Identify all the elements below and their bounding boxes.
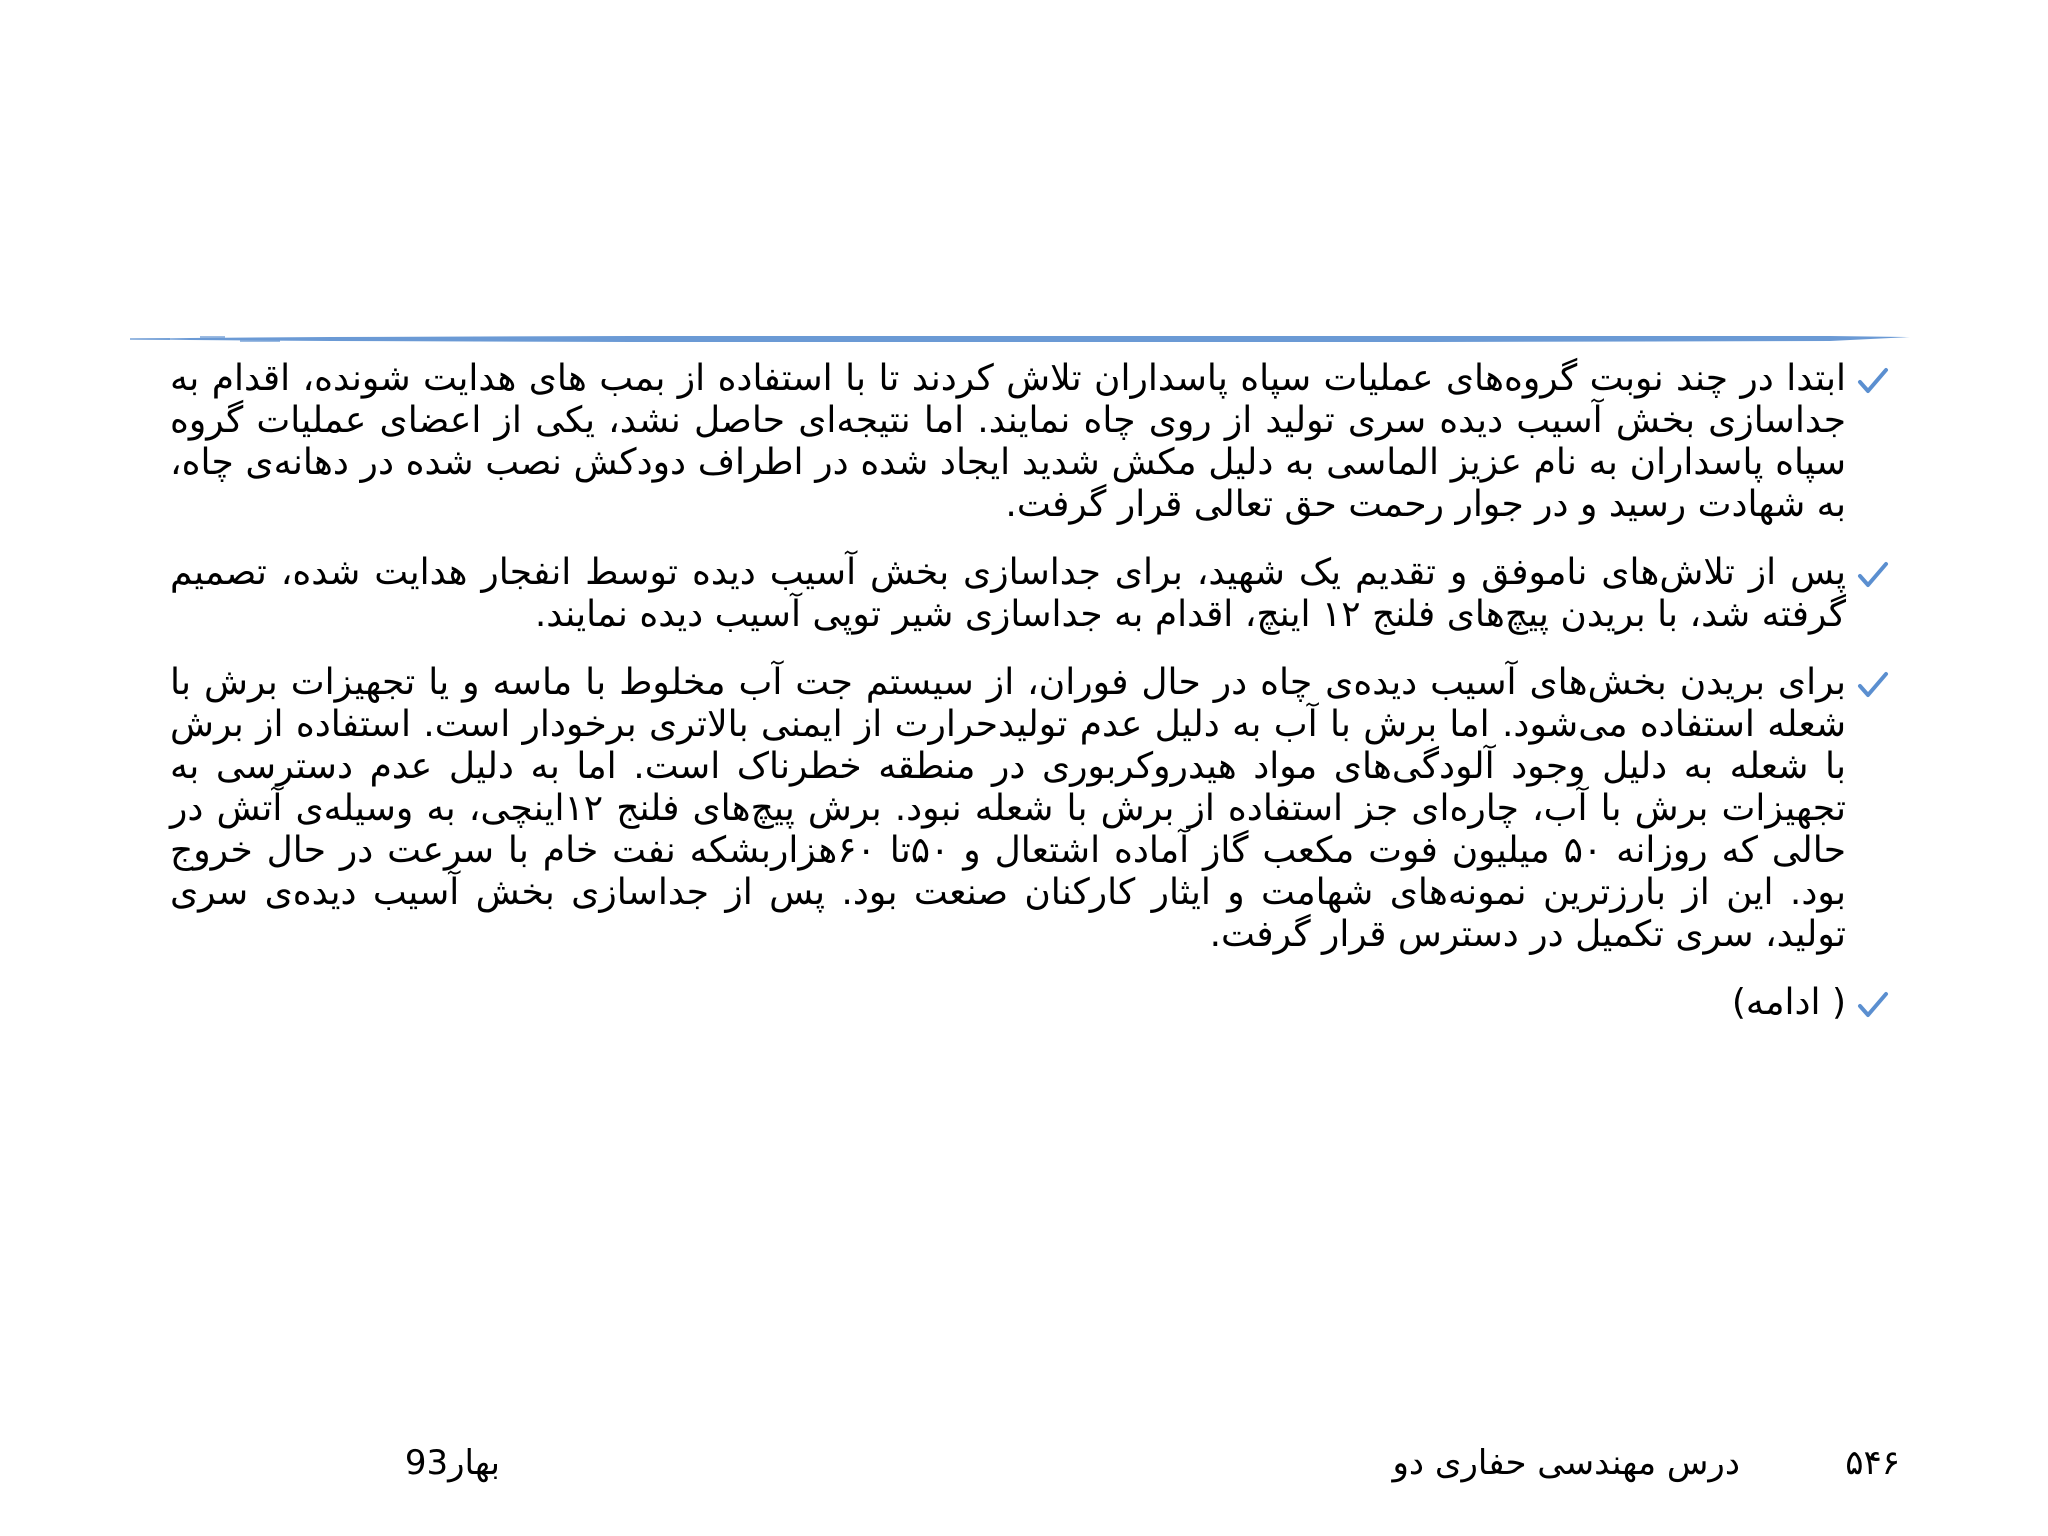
checkmark-icon — [1856, 364, 1890, 398]
term-label: بهار93 — [404, 1443, 500, 1483]
bullet-text: برای بریدن بخش‌های آسیب دیده‌ی چاه در حال فوران، از سیستم جت آب مخلوط با ماسه و یا تجهیزات برش با شعله استفاده می‌شود. اما برش با آب به دلیل عدم تولیدحرارت از ایمنی بالاتری برخودار است. استفاده از برش با شعله به دلیل وجود آلودگی‌های مواد هیدروکربوری در منطقه خطرناک است. اما به دلیل عدم دسترسی به تجهیزات برش با آب، چاره‌ای جز استفاده از برش با شعله نبود. برش پیچ‌های فلنج ۱۲اینچی، به وسیله‌ی آتش در حالی که روزانه ۵۰ میلیون فوت مکعب گاز آماده اشتعال و ۵۰تا ۶۰هزاربشکه نفت خام با سرعت در حال خروج بود. این از بارزترین نمونه‌های شهامت و ایثار کارکنان صنعت بود. پس از جداسازی بخش آسیب دیده‌ی سری تولید، سری تکمیل در دسترس قرار گرفت. — [170, 662, 1846, 955]
checkmark-icon — [1856, 988, 1890, 1022]
bullet-item — [170, 982, 1890, 1024]
checkmark-icon — [1856, 668, 1890, 702]
bullet-item — [170, 358, 1890, 526]
checkmark-icon — [1856, 558, 1890, 592]
bullet-item — [170, 662, 1890, 956]
bullet-text: ( ادامه) — [1731, 982, 1846, 1023]
bullet-list — [170, 358, 1890, 1050]
bullet-text: پس از تلاش‌های ناموفق و تقدیم یک شهید، برای جداسازی بخش آسیب دیده توسط انفجار هدایت شده، تصمیم گرفته شد، با بریدن پیچ‌های فلنج ۱۲ اینچ، اقدام به جداسازی شیر توپی آسیب دیده نمایند. — [170, 552, 1846, 635]
bullet-item — [170, 552, 1890, 636]
course-title: درس مهندسی حفاری دو — [1392, 1443, 1740, 1483]
page-number: ۵۴۶ — [1845, 1443, 1900, 1483]
header-divider — [130, 332, 1910, 346]
bullet-text: ابتدا در چند نوبت گروه‌های عملیات سپاه پاسداران تلاش کردند تا با استفاده از بمب های هدایت شونده، اقدام به جداسازی بخش آسیب دیده سری تولید از روی چاه نمایند. اما نتیجه‌ای حاصل نشد، یکی از اعضای عملیات گروه سپاه پاسداران به نام عزیز الماسی به دلیل مکش شدید ایجاد شده در اطراف دودکش نصب شده در دهانه‌ی چاه، به شهادت رسید و در جوار رحمت حق تعالی قرار گرفت. — [170, 358, 1846, 525]
